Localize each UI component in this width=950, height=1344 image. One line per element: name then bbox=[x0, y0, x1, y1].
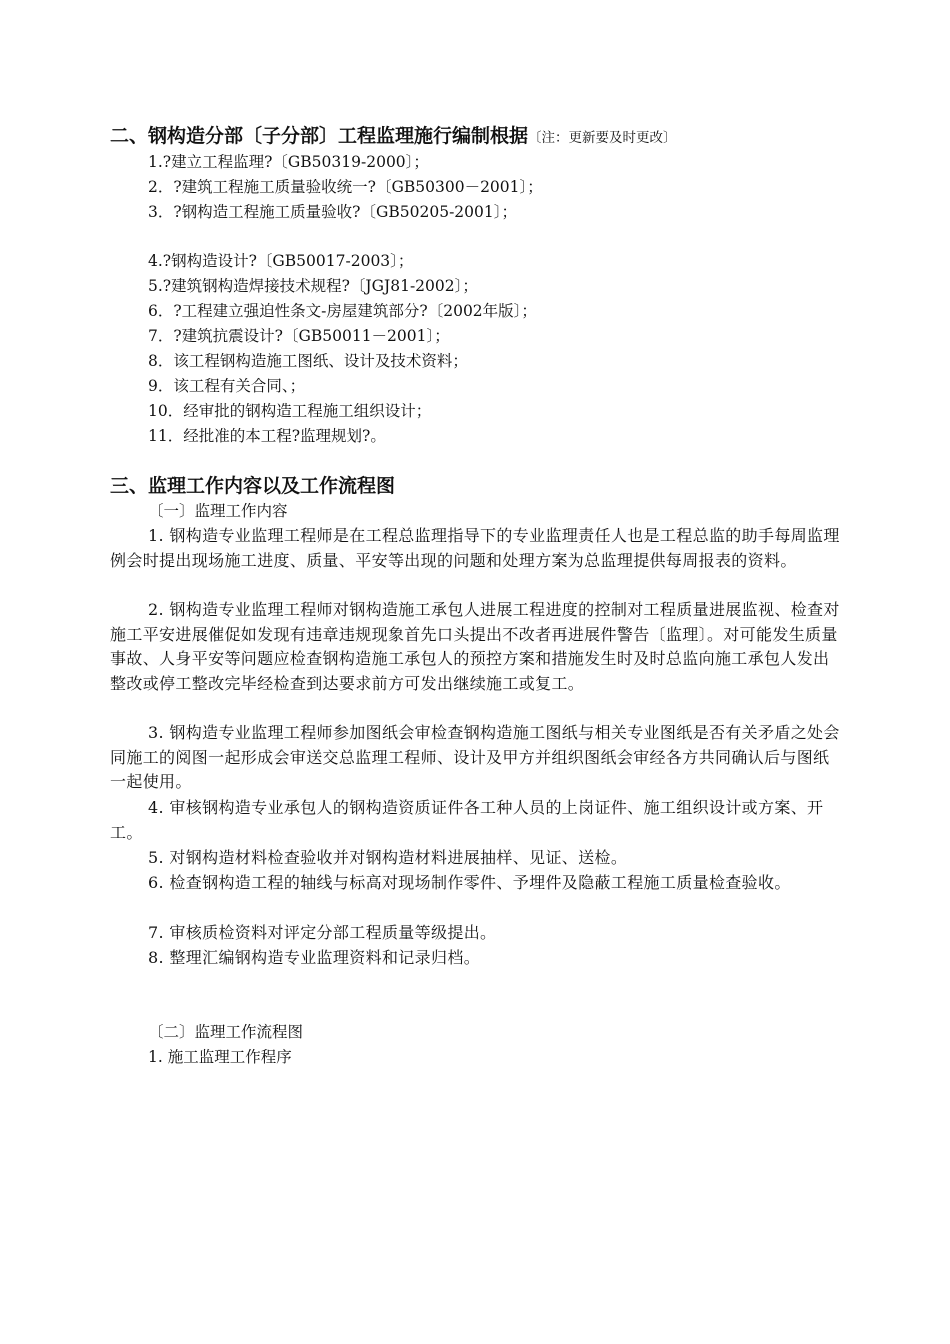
section-2-note: 〔注：更新要及时更改〕 bbox=[528, 130, 677, 146]
work-item-2: 2. 钢构造专业监理工程师对钢构造施工承包人进展工程进度的控制对工程质量进展监视、检查对施工平安进展催促如发现有违章违规现象首先口头提出不改者再进展件警告〔监理〕。对可能发生质量事故、人身平安等问题应检查钢构造施工承包人的预控方案和措施发生时及时总监向施工承包人发出整改或停工整改完毕经检查到达要求前方可发出继续施工或复工。 bbox=[110, 600, 840, 693]
basis-item-4: 4.?钢构造设计?〔GB50017-2003〕； bbox=[148, 252, 414, 270]
basis-item-1: 1.?建立工程监理?〔GB50319-2000〕； bbox=[148, 153, 429, 171]
subsection-2-item-1: 1. 施工监理工作程序 bbox=[148, 1048, 292, 1066]
basis-item-8: 8．该工程钢构造施工图纸、设计及技术资料； bbox=[148, 352, 468, 370]
basis-item-2: 2．?建筑工程施工质量验收统一?〔GB50300－2001〕； bbox=[148, 178, 543, 196]
work-item-4: 4. 审核钢构造专业承包人的钢构造资质证件各工种人员的上岗证件、施工组织设计或方案、开工。 bbox=[110, 798, 824, 842]
subsection-2-title: 〔二〕监理工作流程图 bbox=[148, 1023, 304, 1041]
work-item-8: 8. 整理汇编钢构造专业监理资料和记录归档。 bbox=[148, 948, 481, 967]
basis-item-3: 3．?钢构造工程施工质量验收?〔GB50205-2001〕； bbox=[148, 203, 517, 221]
basis-item-10: 10．经审批的钢构造工程施工组织设计； bbox=[148, 402, 432, 420]
basis-item-11: 11．经批准的本工程?监理规划?。 bbox=[148, 427, 386, 445]
work-item-5: 5. 对钢构造材料检查验收并对钢构造材料进展抽样、见证、送检。 bbox=[148, 848, 628, 867]
section-3-heading: 三、监理工作内容以及工作流程图 bbox=[110, 475, 396, 497]
basis-item-7: 7．?建筑抗震设计?〔GB50011－2001〕； bbox=[148, 327, 450, 345]
basis-item-6: 6．?工程建立强迫性条文-房屋建筑部分?〔2002年版〕； bbox=[148, 302, 537, 320]
basis-item-9: 9．该工程有关合同、； bbox=[148, 377, 306, 395]
work-item-1: 1. 钢构造专业监理工程师是在工程总监理指导下的专业监理责任人也是工程总监的助手每周监理例会时提出现场施工进度、质量、平安等出现的问题和处理方案为总监理提供每周报表的资料。 bbox=[110, 526, 840, 570]
basis-item-5: 5.?建筑钢构造焊接技术规程?〔JGJ81-2002〕； bbox=[148, 277, 478, 295]
work-item-6: 6. 检查钢构造工程的轴线与标高对现场制作零件、予埋件及隐蔽工程施工质量检查验收。 bbox=[148, 873, 791, 892]
work-item-7: 7. 审核质检资料对评定分部工程质量等级提出。 bbox=[148, 923, 497, 942]
work-item-3: 3. 钢构造专业监理工程师参加图纸会审检查钢构造施工图纸与相关专业图纸是否有关矛盾之处会同施工的阅图一起形成会审送交总监理工程师、设计及甲方并组织图纸会审经各方共同确认后与图纸一起使用。 bbox=[110, 723, 840, 791]
subsection-1-title: 〔一〕监理工作内容 bbox=[148, 502, 288, 520]
section-2-title: 二、钢构造分部〔子分部〕工程监理施行编制根据 bbox=[110, 125, 529, 147]
section-2-heading bbox=[110, 124, 677, 150]
